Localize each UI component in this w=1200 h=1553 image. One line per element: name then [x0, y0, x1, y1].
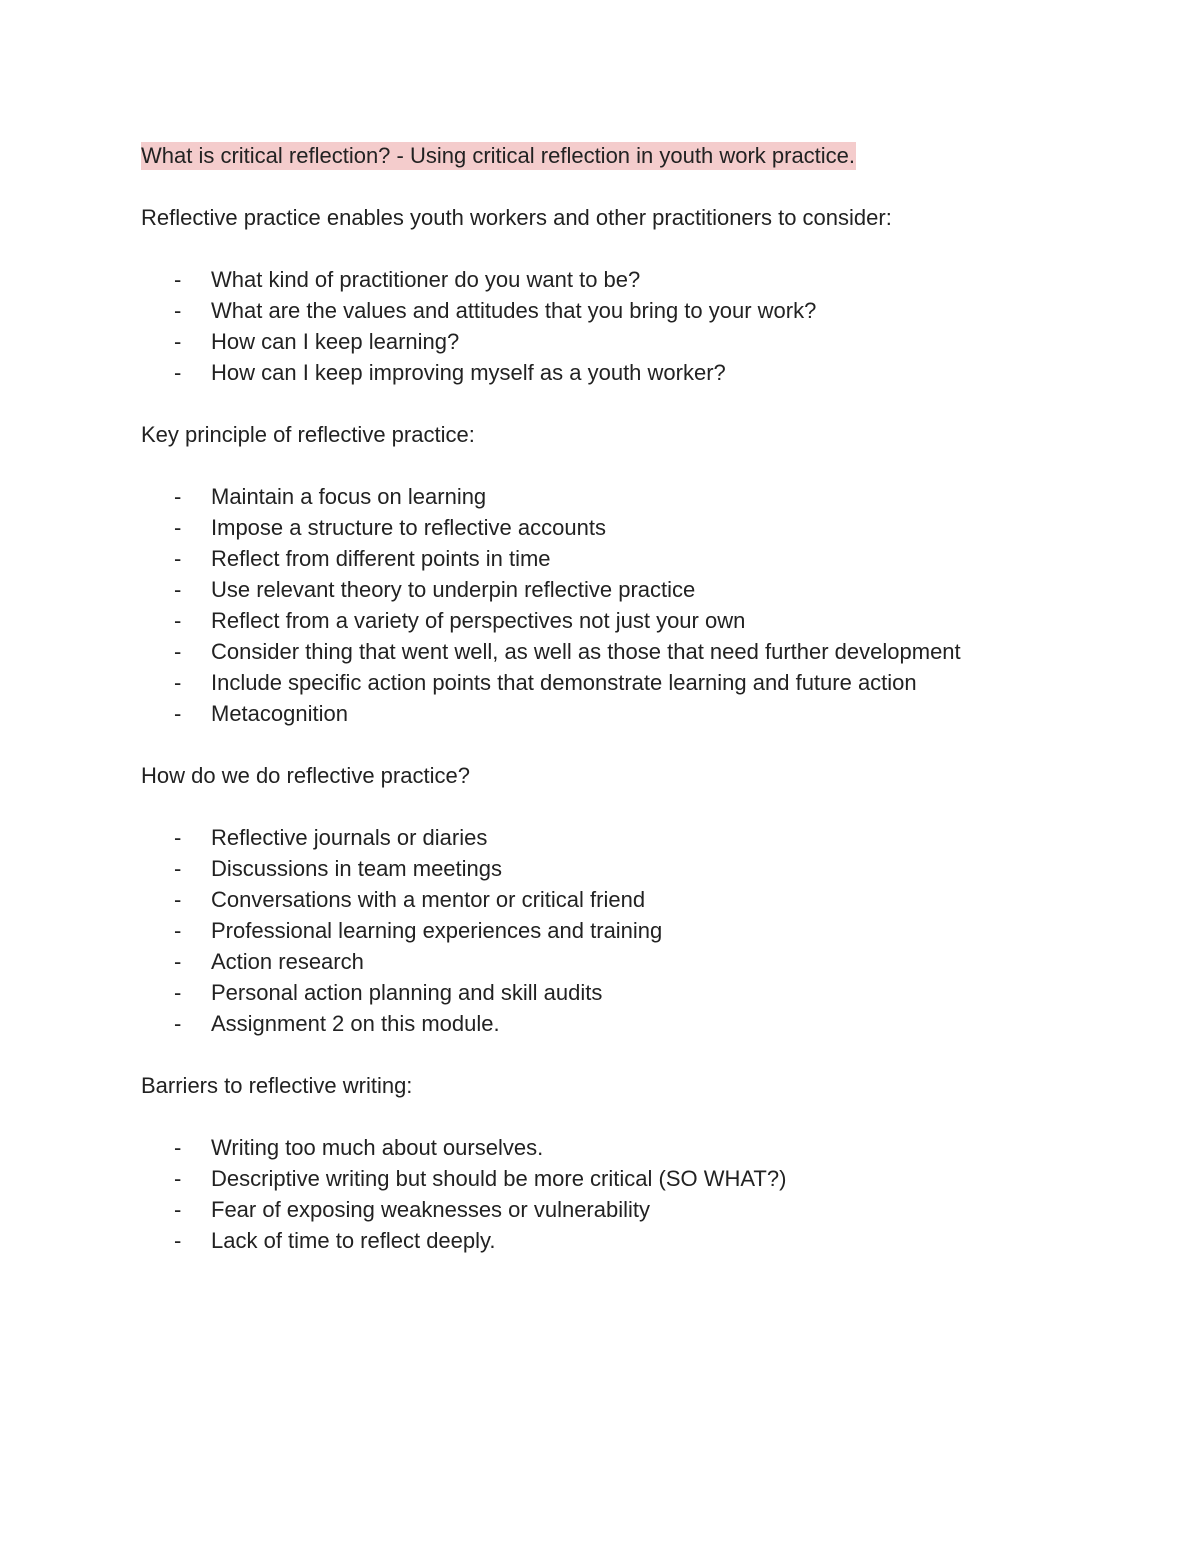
dash-marker: -	[174, 887, 182, 912]
dash-marker: -	[174, 484, 182, 509]
list-item-text: Reflect from different points in time	[211, 546, 551, 571]
dash-marker: -	[174, 329, 182, 354]
dash-marker: -	[174, 825, 182, 850]
bullet-list	[141, 481, 1101, 729]
list-item-text: Reflective journals or diaries	[211, 825, 488, 850]
list-item	[141, 1132, 1101, 1163]
list-item-text: What are the values and attitudes that you bring to your work?	[211, 298, 817, 323]
list-item	[141, 698, 1101, 729]
document-body	[141, 140, 1101, 1256]
dash-marker: -	[174, 515, 182, 540]
list-item	[141, 264, 1101, 295]
spacer	[141, 1101, 1101, 1132]
spacer	[141, 729, 1101, 760]
list-item-text: How can I keep learning?	[211, 329, 460, 354]
spacer	[141, 450, 1101, 481]
list-item	[141, 512, 1101, 543]
dash-marker: -	[174, 701, 182, 726]
dash-marker: -	[174, 577, 182, 602]
list-item	[141, 326, 1101, 357]
spacer	[141, 791, 1101, 822]
list-item	[141, 605, 1101, 636]
section-heading: Reflective practice enables youth workers and other practitioners to consider:	[141, 205, 892, 230]
dash-marker: -	[174, 670, 182, 695]
bullet-list	[141, 264, 1101, 388]
list-item	[141, 357, 1101, 388]
list-item	[141, 481, 1101, 512]
list-item	[141, 946, 1101, 977]
dash-marker: -	[174, 1011, 182, 1036]
dash-marker: -	[174, 980, 182, 1005]
dash-marker: -	[174, 856, 182, 881]
spacer	[141, 233, 1101, 264]
list-item	[141, 1194, 1101, 1225]
bullet-list	[141, 1132, 1101, 1256]
list-item	[141, 667, 1101, 698]
list-item-text: Conversations with a mentor or critical friend	[211, 887, 646, 912]
list-item	[141, 977, 1101, 1008]
list-item	[141, 1225, 1101, 1256]
dash-marker: -	[174, 918, 182, 943]
list-item-text: Descriptive writing but should be more critical (SO WHAT?)	[211, 1166, 787, 1191]
list-item	[141, 1008, 1101, 1039]
dash-marker: -	[174, 546, 182, 571]
list-item-text: Assignment 2 on this module.	[211, 1011, 500, 1036]
list-item	[141, 574, 1101, 605]
dash-marker: -	[174, 949, 182, 974]
list-item-text: Consider thing that went well, as well as those that need further development	[211, 639, 961, 664]
list-item	[141, 822, 1101, 853]
section-heading: How do we do reflective practice?	[141, 763, 470, 788]
list-item-text: Use relevant theory to underpin reflective practice	[211, 577, 696, 602]
list-item-text: Personal action planning and skill audits	[211, 980, 603, 1005]
list-item	[141, 295, 1101, 326]
section-heading: Barriers to reflective writing:	[141, 1073, 413, 1098]
list-item	[141, 636, 1101, 667]
list-item-text: Metacognition	[211, 701, 348, 726]
list-item-text: Discussions in team meetings	[211, 856, 503, 881]
dash-marker: -	[174, 1228, 182, 1253]
list-item-text: Professional learning experiences and training	[211, 918, 663, 943]
list-item	[141, 915, 1101, 946]
dash-marker: -	[174, 1135, 182, 1160]
list-item-text: Writing too much about ourselves.	[211, 1135, 544, 1160]
bullet-list	[141, 822, 1101, 1039]
list-item-text: Include specific action points that demonstrate learning and future action	[211, 670, 917, 695]
list-item-text: Maintain a focus on learning	[211, 484, 487, 509]
list-item	[141, 543, 1101, 574]
dash-marker: -	[174, 1166, 182, 1191]
list-item-text: What kind of practitioner do you want to be?	[211, 267, 641, 292]
list-item-text: Lack of time to reflect deeply.	[211, 1228, 496, 1253]
list-item	[141, 1163, 1101, 1194]
list-item-text: Reflect from a variety of perspectives not just your own	[211, 608, 746, 633]
spacer	[141, 388, 1101, 419]
dash-marker: -	[174, 639, 182, 664]
spacer	[141, 1039, 1101, 1070]
dash-marker: -	[174, 608, 182, 633]
document-title: What is critical reflection? - Using critical reflection in youth work practice.	[141, 143, 856, 168]
list-item	[141, 853, 1101, 884]
list-item-text: Fear of exposing weaknesses or vulnerability	[211, 1197, 651, 1222]
spacer	[141, 171, 1101, 202]
list-item-text: Action research	[211, 949, 364, 974]
section-heading: Key principle of reflective practice:	[141, 422, 475, 447]
title-line	[141, 140, 1101, 171]
dash-marker: -	[174, 298, 182, 323]
list-item-text: Impose a structure to reflective accounts	[211, 515, 606, 540]
list-item-text: How can I keep improving myself as a youth worker?	[211, 360, 726, 385]
dash-marker: -	[174, 1197, 182, 1222]
dash-marker: -	[174, 360, 182, 385]
list-item	[141, 884, 1101, 915]
dash-marker: -	[174, 267, 182, 292]
